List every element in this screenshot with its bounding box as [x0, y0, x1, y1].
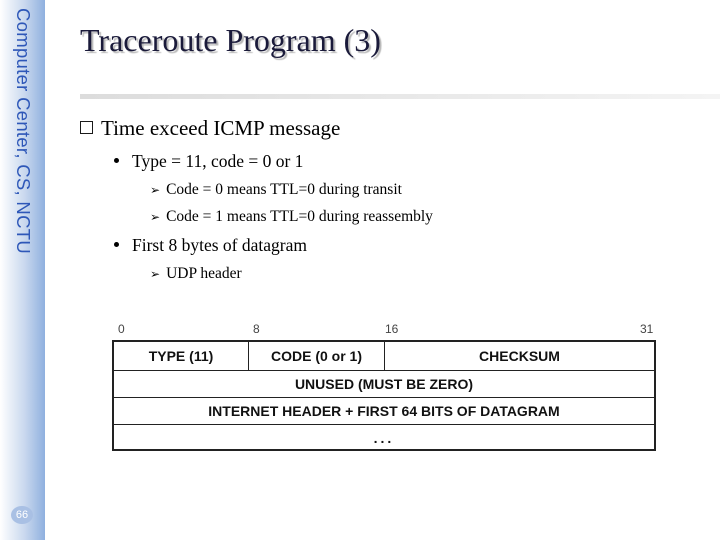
field-checksum: CHECKSUM [384, 342, 654, 370]
bullet-text: Type = 11, code = 0 or 1 [132, 151, 304, 171]
bit-label-31: 31 [640, 322, 654, 336]
field-type: TYPE (11) [148, 348, 214, 364]
bullet-level1 [80, 116, 340, 141]
icmp-packet-diagram [112, 340, 656, 451]
checkbox-bullet-icon [80, 121, 93, 134]
field-code: CODE (0 or 1) [248, 342, 384, 370]
sub-bullet-udp-header [150, 265, 242, 283]
field-internet-header: INTERNET HEADER + FIRST 64 BITS OF DATAGRAM [208, 402, 560, 419]
packet-row-continuation [114, 424, 654, 451]
bit-label-8: 8 [253, 322, 260, 336]
field-ellipsis: ... [373, 429, 395, 446]
sidebar-label: Computer Center, CS, NCTU [13, 8, 34, 255]
slide-title: Traceroute Program (3) [80, 22, 381, 58]
arrow-bullet-icon: ➢ [150, 183, 161, 197]
bullet-text: First 8 bytes of datagram [132, 235, 307, 255]
sub-bullet-transit [150, 181, 402, 199]
bullet-level1-text: Time exceed ICMP message [101, 116, 341, 140]
sub-bullet-text: Code = 0 means TTL=0 during transit [166, 181, 402, 198]
field-unused: UNUSED (MUST BE ZERO) [294, 375, 474, 392]
dot-bullet-icon [114, 242, 119, 247]
bit-label-0: 0 [118, 322, 125, 336]
sub-bullet-text: UDP header [166, 265, 242, 282]
packet-row-internet-header [114, 397, 654, 425]
bit-label-16: 16 [385, 322, 399, 336]
arrow-bullet-icon: ➢ [150, 210, 161, 224]
packet-row-unused [114, 370, 654, 398]
bullet-first-8-bytes [114, 235, 307, 256]
title-divider [80, 94, 720, 99]
sub-bullet-text: Code = 1 means TTL=0 during reassembly [166, 208, 433, 225]
dot-bullet-icon [114, 158, 119, 163]
packet-row-header [114, 342, 654, 371]
arrow-bullet-icon: ➢ [150, 267, 161, 281]
bullet-type-code [114, 151, 303, 172]
page-number: 66 [11, 506, 33, 524]
sub-bullet-reassembly [150, 208, 433, 226]
